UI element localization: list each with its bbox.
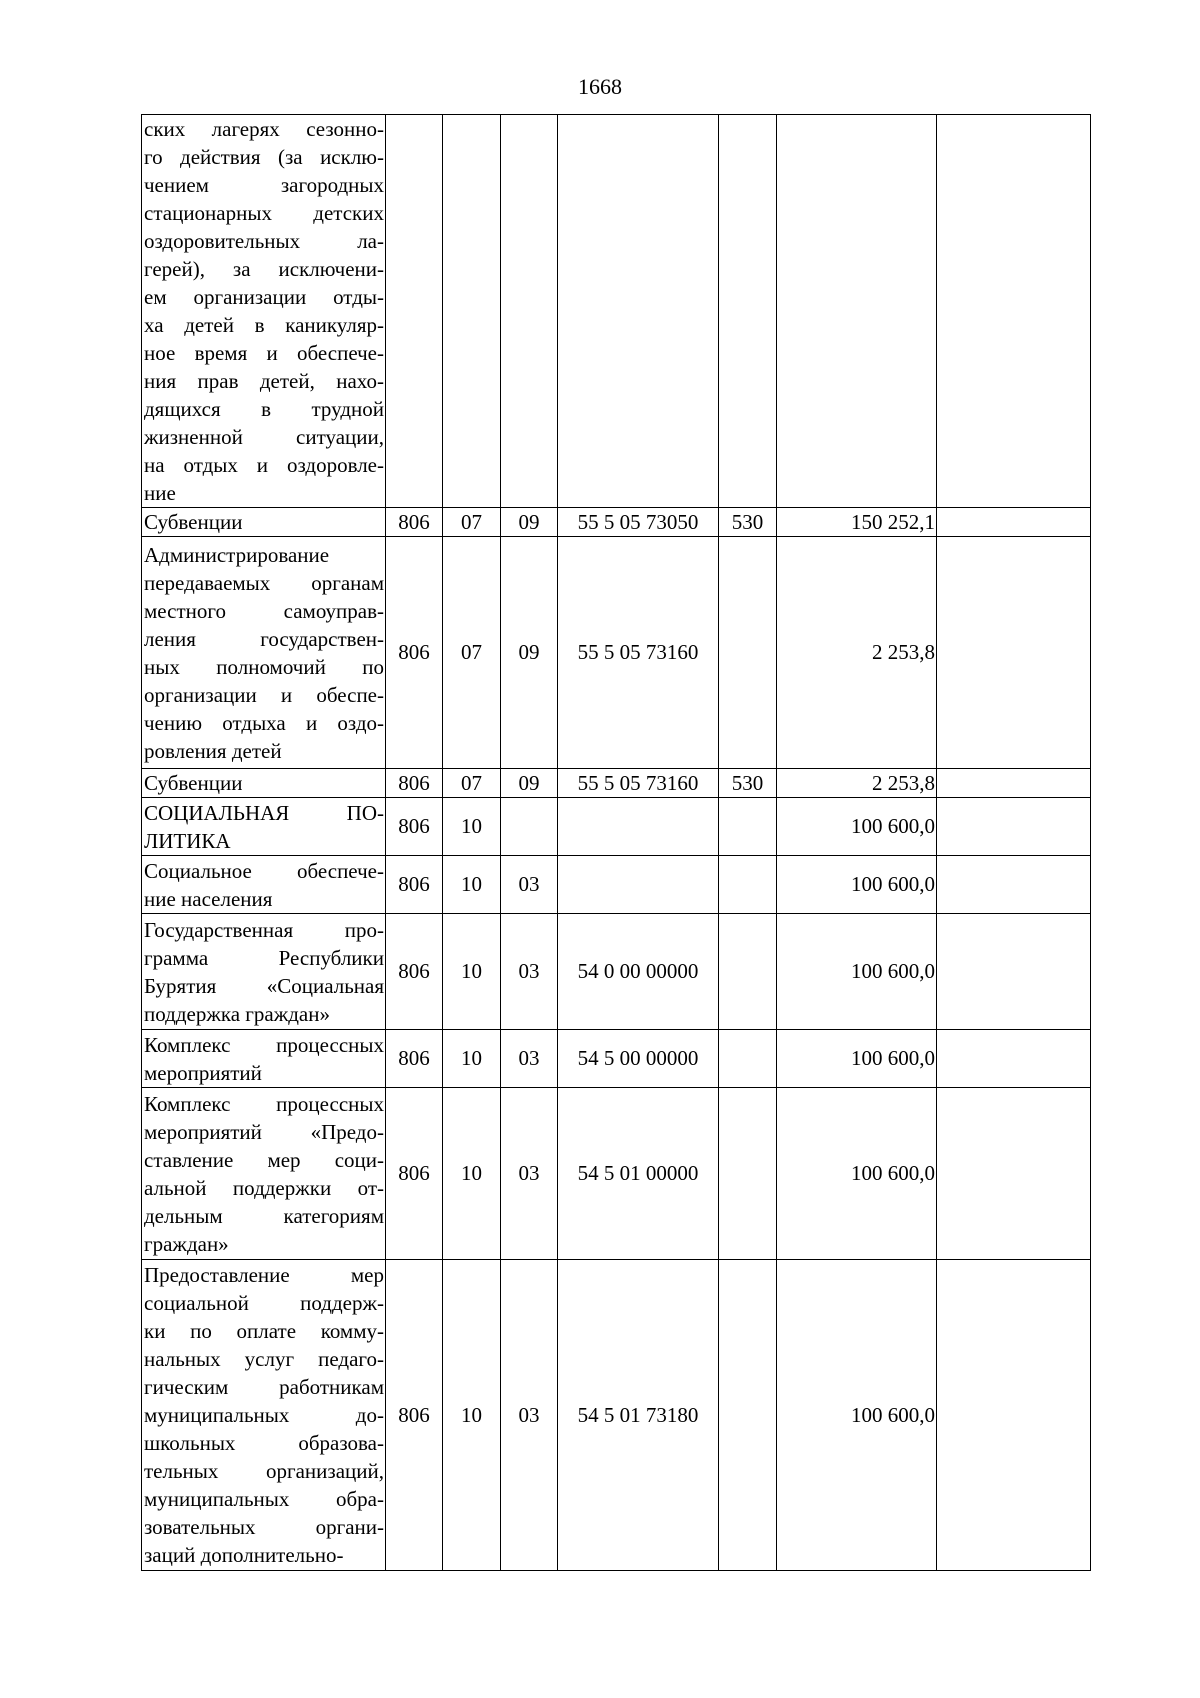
table-row <box>142 856 1091 914</box>
page-number: 1668 <box>578 74 622 99</box>
description-line: муниципальных обра- <box>144 1487 384 1511</box>
description-line: муниципальных до- <box>144 1403 384 1427</box>
target-article-cell <box>558 115 719 508</box>
description-line: граждан» <box>144 1231 229 1256</box>
description-line: ских лагерях сезонно- <box>144 117 384 141</box>
description-line: заций дополнительно- <box>144 1543 344 1567</box>
description-line: социальной поддерж- <box>144 1291 384 1315</box>
ministry-code-cell: 806 <box>386 914 443 1030</box>
subsection-code-cell: 09 <box>501 508 558 537</box>
description-line: поддержка граждан» <box>144 1001 330 1026</box>
subsection-code-cell: 09 <box>501 537 558 769</box>
extra-column-cell <box>937 1030 1091 1088</box>
expense-type-cell: 530 <box>719 508 777 537</box>
description-line: ставление мер соци- <box>144 1147 384 1172</box>
table-row <box>142 508 1091 537</box>
description-line: дящихся в трудной <box>144 397 384 421</box>
subsection-code-cell: 03 <box>501 856 558 914</box>
amount-cell: 100 600,0 <box>777 856 937 914</box>
description-line: ние <box>144 481 176 505</box>
target-article-cell <box>558 798 719 856</box>
amount-cell: 100 600,0 <box>777 1088 937 1260</box>
table-row <box>142 914 1091 1030</box>
table-row <box>142 769 1091 798</box>
section-code-cell: 10 <box>443 856 501 914</box>
extra-column-cell <box>937 115 1091 508</box>
description-line: ние населения <box>144 886 273 911</box>
expense-type-cell <box>719 798 777 856</box>
description-line: ных полномочий по <box>144 654 384 679</box>
description-line: Социальное обеспече- <box>144 858 384 883</box>
extra-column-cell <box>937 769 1091 798</box>
description-line: нальных услуг педаго- <box>144 1347 384 1371</box>
amount-cell: 100 600,0 <box>777 798 937 856</box>
extra-column-cell <box>937 914 1091 1030</box>
description-line: передаваемых органам <box>144 570 384 595</box>
description-line: Предоставление мер <box>144 1263 384 1287</box>
description-line: зовательных органи- <box>144 1515 384 1539</box>
extra-column-cell <box>937 798 1091 856</box>
description-cell <box>142 1260 386 1571</box>
description-line: ления государствен- <box>144 626 384 651</box>
section-code-cell: 10 <box>443 798 501 856</box>
section-code-cell: 07 <box>443 508 501 537</box>
target-article-cell: 54 5 01 00000 <box>558 1088 719 1260</box>
ministry-code-cell: 806 <box>386 856 443 914</box>
extra-column-cell <box>937 1260 1091 1571</box>
description-line: грамма Республики <box>144 945 384 970</box>
description-cell <box>142 537 386 769</box>
description-line: Субвенции <box>144 510 243 534</box>
subsection-code-cell <box>501 798 558 856</box>
expense-type-cell <box>719 914 777 1030</box>
description-line: Комплекс процессных <box>144 1091 384 1116</box>
subsection-code-cell: 03 <box>501 1088 558 1260</box>
section-code-cell: 10 <box>443 1088 501 1260</box>
table-row <box>142 115 1091 508</box>
description-line: жизненной ситуации, <box>144 425 384 449</box>
description-line: ное время и обеспече- <box>144 341 384 365</box>
extra-column-cell <box>937 508 1091 537</box>
description-line: Государственная про- <box>144 917 384 942</box>
expense-type-cell <box>719 856 777 914</box>
description-cell <box>142 115 386 508</box>
description-line: тельных организаций, <box>144 1459 384 1483</box>
description-line: школьных образова- <box>144 1431 384 1455</box>
table-row <box>142 798 1091 856</box>
section-code-cell: 10 <box>443 1260 501 1571</box>
description-line: местного самоуправ- <box>144 598 384 623</box>
target-article-cell: 55 5 05 73160 <box>558 769 719 798</box>
section-code-cell: 10 <box>443 1030 501 1088</box>
description-line: мероприятий <box>144 1060 262 1085</box>
ministry-code-cell: 806 <box>386 508 443 537</box>
expense-type-cell <box>719 115 777 508</box>
description-line: гическим работникам <box>144 1375 384 1399</box>
description-line: мероприятий «Предо- <box>144 1119 384 1144</box>
ministry-code-cell: 806 <box>386 1260 443 1571</box>
target-article-cell: 54 0 00 00000 <box>558 914 719 1030</box>
description-line: ха детей в каникуляр- <box>144 313 384 337</box>
ministry-code-cell: 806 <box>386 1088 443 1260</box>
subsection-code-cell: 03 <box>501 914 558 1030</box>
description-cell <box>142 1030 386 1088</box>
section-code-cell <box>443 115 501 508</box>
table-row <box>142 537 1091 769</box>
description-line: чению отдыха и оздо- <box>144 710 384 735</box>
ministry-code-cell <box>386 115 443 508</box>
description-cell <box>142 798 386 856</box>
description-line: стационарных детских <box>144 201 384 225</box>
description-line: ки по оплате комму- <box>144 1319 384 1343</box>
target-article-cell: 55 5 05 73160 <box>558 537 719 769</box>
description-cell <box>142 508 386 537</box>
subsection-code-cell <box>501 115 558 508</box>
description-line: организации и обеспе- <box>144 682 384 707</box>
description-cell <box>142 769 386 798</box>
extra-column-cell <box>937 856 1091 914</box>
amount-cell <box>777 115 937 508</box>
amount-cell: 2 253,8 <box>777 537 937 769</box>
section-code-cell: 07 <box>443 769 501 798</box>
description-line: оздоровительных ла- <box>144 229 384 253</box>
extra-column-cell <box>937 1088 1091 1260</box>
table-row <box>142 1030 1091 1088</box>
extra-column-cell <box>937 537 1091 769</box>
description-line: ЛИТИКА <box>144 828 231 853</box>
ministry-code-cell: 806 <box>386 769 443 798</box>
budget-table-body <box>142 115 1091 1571</box>
target-article-cell: 55 5 05 73050 <box>558 508 719 537</box>
amount-cell: 100 600,0 <box>777 1260 937 1571</box>
description-line: на отдых и оздоровле- <box>144 453 384 477</box>
description-line: герей), за исключени- <box>144 257 384 281</box>
subsection-code-cell: 03 <box>501 1030 558 1088</box>
description-cell <box>142 1088 386 1260</box>
amount-cell: 100 600,0 <box>777 1030 937 1088</box>
section-code-cell: 07 <box>443 537 501 769</box>
description-line: Комплекс процессных <box>144 1032 384 1057</box>
expense-type-cell <box>719 537 777 769</box>
description-line: Субвенции <box>144 771 243 795</box>
ministry-code-cell: 806 <box>386 537 443 769</box>
description-line: го действия (за исклю- <box>144 145 384 169</box>
expense-type-cell <box>719 1088 777 1260</box>
target-article-cell: 54 5 01 73180 <box>558 1260 719 1571</box>
description-line: Бурятия «Социальная <box>144 973 384 998</box>
expense-type-cell <box>719 1030 777 1088</box>
budget-table <box>141 114 1091 1571</box>
description-line: ровления детей <box>144 738 282 763</box>
table-row <box>142 1260 1091 1571</box>
description-line: альной поддержки от- <box>144 1175 384 1200</box>
amount-cell: 2 253,8 <box>777 769 937 798</box>
subsection-code-cell: 09 <box>501 769 558 798</box>
ministry-code-cell: 806 <box>386 1030 443 1088</box>
subsection-code-cell: 03 <box>501 1260 558 1571</box>
section-code-cell: 10 <box>443 914 501 1030</box>
description-line: дельным категориям <box>144 1203 384 1228</box>
amount-cell: 100 600,0 <box>777 914 937 1030</box>
target-article-cell <box>558 856 719 914</box>
description-line: СОЦИАЛЬНАЯ ПО- <box>144 800 384 825</box>
description-line: Администрирование <box>144 542 330 567</box>
ministry-code-cell: 806 <box>386 798 443 856</box>
target-article-cell: 54 5 00 00000 <box>558 1030 719 1088</box>
description-cell <box>142 856 386 914</box>
description-cell <box>142 914 386 1030</box>
table-row <box>142 1088 1091 1260</box>
description-line: чением загородных <box>144 173 384 197</box>
description-line: ем организации отды- <box>144 285 384 309</box>
amount-cell: 150 252,1 <box>777 508 937 537</box>
expense-type-cell: 530 <box>719 769 777 798</box>
expense-type-cell <box>719 1260 777 1571</box>
description-line: ния прав детей, нахо- <box>144 369 384 393</box>
